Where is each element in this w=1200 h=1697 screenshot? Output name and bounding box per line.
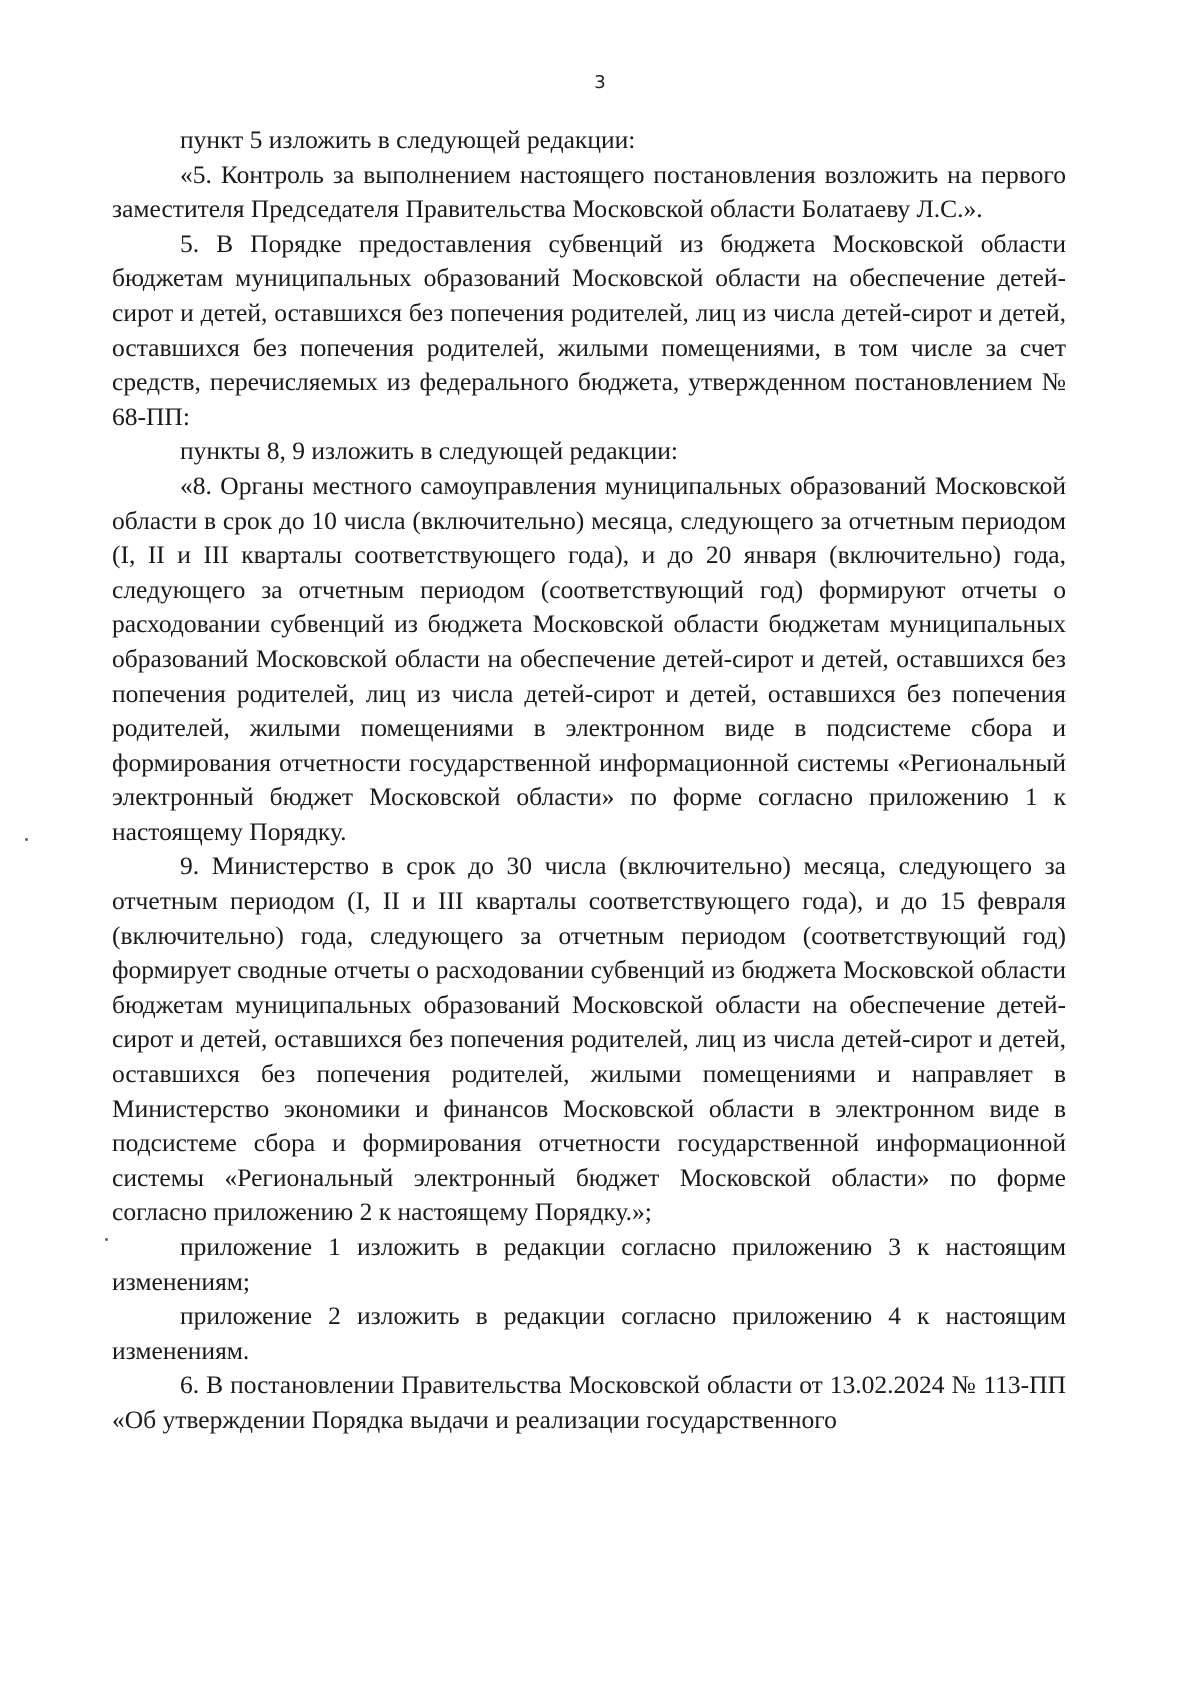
paragraph: «5. Контроль за выполнением настоящего постановления возложить на первого заместителя Председателя Правительства Московской области Болатаеву Л.С.». bbox=[112, 159, 1066, 224]
scan-speck bbox=[25, 838, 28, 841]
paragraph: пункт 5 изложить в следующей редакции: bbox=[180, 125, 636, 154]
paragraph: «8. Органы местного самоуправления муниципальных образований Московской области в срок до 10 числа (включительно) месяца, следующего за отчетным периодом (I, II и III кварталы соответствующего года), и до 20 января (включительно) года, следующего за отчетным периодом (соответствующий год) формируют отчеты о расходовании субвенций из бюджета Московской области бюджетам муниципальных образований Московской области на обеспечение детей-сирот и детей, оставшихся без попечения родителей, лиц из числа детей-сирот и детей, оставшихся без попечения родителей, жилыми помещениями в электронном виде в подсистеме сбора и формирования отчетности государственной информационной системы «Региональный электронный бюджет Московской области» по форме согласно приложению 1 к настоящему Порядку. bbox=[112, 470, 1066, 846]
paragraph: 9. Министерство в срок до 30 числа (включительно) месяца, следующего за отчетным периодом (I, II и III кварталы соответствующего года), и до 15 февраля (включительно) года, следующего за отчетным периодом (соответствующий год) формирует сводные отчеты о расходовании субвенций из бюджета Московской области бюджетам муниципальных образований Московской области на обеспечение детей-сирот и детей, оставшихся без попечения родителей, лиц из числа детей-сирот и детей, оставшихся без попечения родителей, жилыми помещениями и направляет в Министерство экономики и финансов Московской области в электронном виде в подсистеме сбора и формирования отчетности государственной информационной системы «Региональный электронный бюджет Московской области» по форме согласно приложению 2 к настоящему Порядку.»; bbox=[112, 851, 1066, 1227]
paragraph: 6. В постановлении Правительства Московской области от 13.02.2024 № 113-ПП «Об утверждении Порядка выдачи и реализации государственного bbox=[112, 1370, 1066, 1434]
paragraph: пункты 8, 9 изложить в следующей редакции: bbox=[180, 436, 678, 466]
paragraph: приложение 2 изложить в редакции согласно приложению 4 к настоящим изменениям. bbox=[112, 1301, 1066, 1365]
page-number: 3 bbox=[594, 72, 606, 93]
scan-speck bbox=[105, 1238, 108, 1241]
paragraph: 5. В Порядке предоставления субвенций из бюджета Московской области бюджетам муниципальных образований Московской области на обеспечение детей-сирот и детей, оставшихся без попечения родителей, лиц из числа детей-сирот и детей, оставшихся без попечения родителей, жилыми помещениями, в том числе за счет средств, перечисляемых из федерального бюджета, утвержденном постановлением № 68-ПП: bbox=[112, 228, 1066, 431]
document-body bbox=[112, 123, 1066, 1438]
paragraph: приложение 1 изложить в редакции согласно приложению 3 к настоящим изменениям; bbox=[112, 1232, 1066, 1296]
